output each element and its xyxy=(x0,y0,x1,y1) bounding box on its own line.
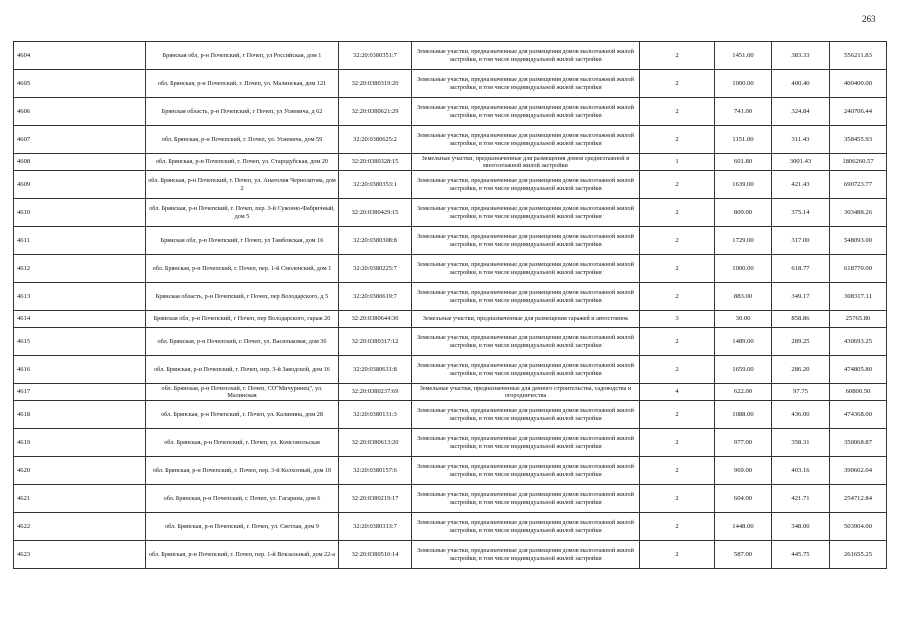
cadastral-number-cell: 32:20:0380308:8 xyxy=(339,227,412,255)
group-cell: 2 xyxy=(640,42,715,70)
land-use-cell: Земельные участки, предназначенные для дачного строительства, садоводства и огородничества xyxy=(412,384,640,401)
land-use-cell: Земельные участки, предназначенные для размещения домов малоэтажной жилой застройки, в том числе индивидуальной жилой застройки xyxy=(412,70,640,98)
group-cell: 4 xyxy=(640,384,715,401)
cadastral-registry-table xyxy=(13,41,887,569)
specific-value-cell: 348.00 xyxy=(772,513,830,541)
cadastral-value-cell: 261655.25 xyxy=(830,541,887,569)
area-cell: 622.00 xyxy=(715,384,772,401)
group-cell: 2 xyxy=(640,485,715,513)
area-cell: 977.00 xyxy=(715,429,772,457)
row-number-cell: 4611 xyxy=(14,227,146,255)
land-use-cell: Земельные участки, предназначенные для размещения домов малоэтажной жилой застройки, в том числе индивидуальной жилой застройки xyxy=(412,541,640,569)
row-number-cell: 4610 xyxy=(14,199,146,227)
cadastral-value-cell: 618770.00 xyxy=(830,255,887,283)
row-number-cell: 4621 xyxy=(14,485,146,513)
land-use-cell: Земельные участки, предназначенные для размещения домов малоэтажной жилой застройки, в том числе индивидуальной жилой застройки xyxy=(412,328,640,356)
cadastral-value-cell: 358455.93 xyxy=(830,126,887,154)
table-row xyxy=(14,311,887,328)
address-cell: Брянская область, р-н Почепский, г Почеп, пер Володарского, д 5 xyxy=(146,283,339,311)
page-number: 263 xyxy=(862,14,876,24)
cadastral-value-cell: 690723.77 xyxy=(830,171,887,199)
address-cell: обл. Брянская, р-н Почепский, г. Почеп, ул. Усиевича, дом 59 xyxy=(146,126,339,154)
row-number-cell: 4606 xyxy=(14,98,146,126)
cadastral-value-cell: 548093.00 xyxy=(830,227,887,255)
cadastral-value-cell: 556211.83 xyxy=(830,42,887,70)
address-cell: обл. Брянская, р-н Почепский, г. Почеп, ул. Малинская, дом 121 xyxy=(146,70,339,98)
cadastral-number-cell: 32:20:0380328:15 xyxy=(339,154,412,171)
area-cell: 1451.00 xyxy=(715,42,772,70)
address-cell: Брянская обл, р-н Почепский, г Почеп, ул Российская, дом 1 xyxy=(146,42,339,70)
land-use-cell: Земельные участки, предназначенные для размещения домов среднеэтажной и многоэтажной жилой застройки xyxy=(412,154,640,171)
table-row xyxy=(14,255,887,283)
cadastral-number-cell: 32:20:0380621:29 xyxy=(339,98,412,126)
address-cell: обл. Брянская, р-н Почепский, г. Почеп, пер. 1-й Смоленский, дом 1 xyxy=(146,255,339,283)
area-cell: 587.00 xyxy=(715,541,772,569)
specific-value-cell: 286.20 xyxy=(772,356,830,384)
cadastral-number-cell: 32:20:0380510:14 xyxy=(339,541,412,569)
land-use-cell: Земельные участки, предназначенные для размещения домов малоэтажной жилой застройки, в том числе индивидуальной жилой застройки xyxy=(412,199,640,227)
cadastral-value-cell: 474368.00 xyxy=(830,401,887,429)
cadastral-number-cell: 32:20:0380644:30 xyxy=(339,311,412,328)
cadastral-value-cell: 25765.80 xyxy=(830,311,887,328)
table-row xyxy=(14,154,887,171)
table-row xyxy=(14,457,887,485)
specific-value-cell: 400.40 xyxy=(772,70,830,98)
row-number-cell: 4609 xyxy=(14,171,146,199)
area-cell: 969.00 xyxy=(715,457,772,485)
group-cell: 2 xyxy=(640,429,715,457)
land-use-cell: Земельные участки, предназначенные для размещения домов малоэтажной жилой застройки, в том числе индивидуальной жилой застройки xyxy=(412,356,640,384)
group-cell: 2 xyxy=(640,70,715,98)
cadastral-number-cell: 32:20:0380157:6 xyxy=(339,457,412,485)
group-cell: 2 xyxy=(640,457,715,485)
row-number-cell: 4623 xyxy=(14,541,146,569)
cadastral-number-cell: 32:20:0380219:17 xyxy=(339,485,412,513)
address-cell: обл. Брянская, р-н Почепский, г. Почеп, пер. 3-й Колхозный, дом 10 xyxy=(146,457,339,485)
row-number-cell: 4620 xyxy=(14,457,146,485)
address-cell: обл. Брянская, р-н Почепский, г. Почеп, ул. Комсомольская xyxy=(146,429,339,457)
area-cell: 1659.00 xyxy=(715,356,772,384)
address-cell: обл. Брянская, р-н Почепский, г. Почеп, ул. Гагарина, дом 6 xyxy=(146,485,339,513)
specific-value-cell: 375.14 xyxy=(772,199,830,227)
group-cell: 3 xyxy=(640,311,715,328)
area-cell: 1448.00 xyxy=(715,513,772,541)
row-number-cell: 4617 xyxy=(14,384,146,401)
cadastral-value-cell: 1806260.57 xyxy=(830,154,887,171)
specific-value-cell: 403.16 xyxy=(772,457,830,485)
area-cell: 741.00 xyxy=(715,98,772,126)
table-row xyxy=(14,171,887,199)
table-row xyxy=(14,384,887,401)
land-use-cell: Земельные участки, предназначенные для размещения домов малоэтажной жилой застройки, в том числе индивидуальной жилой застройки xyxy=(412,513,640,541)
group-cell: 2 xyxy=(640,171,715,199)
specific-value-cell: 445.75 xyxy=(772,541,830,569)
row-number-cell: 4604 xyxy=(14,42,146,70)
cadastral-value-cell: 240706.44 xyxy=(830,98,887,126)
group-cell: 1 xyxy=(640,154,715,171)
row-number-cell: 4618 xyxy=(14,401,146,429)
address-cell: обл. Брянская, р-н Почепский, г. Почеп, СО"Мичуринец", ул. Малинская xyxy=(146,384,339,401)
table-row xyxy=(14,98,887,126)
row-number-cell: 4615 xyxy=(14,328,146,356)
row-number-cell: 4605 xyxy=(14,70,146,98)
cadastral-number-cell: 32:20:0380353:1 xyxy=(339,171,412,199)
area-cell: 1489.00 xyxy=(715,328,772,356)
cadastral-number-cell: 32:20:0380429:15 xyxy=(339,199,412,227)
group-cell: 2 xyxy=(640,227,715,255)
cadastral-value-cell: 390662.04 xyxy=(830,457,887,485)
table-row xyxy=(14,485,887,513)
area-cell: 601.80 xyxy=(715,154,772,171)
specific-value-cell: 317.00 xyxy=(772,227,830,255)
cadastral-number-cell: 32:20:0380613:20 xyxy=(339,429,412,457)
cadastral-number-cell: 32:20:0380225:7 xyxy=(339,255,412,283)
table-row xyxy=(14,199,887,227)
address-cell: Брянская обл, р-н Почепский, г Почеп, ул Тамбовская, дом 16 xyxy=(146,227,339,255)
group-cell: 2 xyxy=(640,356,715,384)
table-row xyxy=(14,328,887,356)
address-cell: Брянская область, р-н Почепский, г Почеп, ул Усиевича, д 62 xyxy=(146,98,339,126)
land-use-cell: Земельные участки, предназначенные для размещения домов малоэтажной жилой застройки, в том числе индивидуальной жилой застройки xyxy=(412,283,640,311)
cadastral-value-cell: 308317.11 xyxy=(830,283,887,311)
area-cell: 1000.00 xyxy=(715,70,772,98)
address-cell: обл. Брянская, р-н Почепский, г. Почеп, ул. Анатолия Чернозатова, дом 2 xyxy=(146,171,339,199)
group-cell: 2 xyxy=(640,513,715,541)
table-row xyxy=(14,70,887,98)
area-cell: 809.00 xyxy=(715,199,772,227)
land-use-cell: Земельные участки, предназначенные для размещения домов малоэтажной жилой застройки, в том числе индивидуальной жилой застройки xyxy=(412,171,640,199)
cadastral-value-cell: 254712.84 xyxy=(830,485,887,513)
group-cell: 2 xyxy=(640,541,715,569)
land-use-cell: Земельные участки, предназначенные для размещения домов малоэтажной жилой застройки, в том числе индивидуальной жилой застройки xyxy=(412,255,640,283)
specific-value-cell: 436.00 xyxy=(772,401,830,429)
area-cell: 1639.00 xyxy=(715,171,772,199)
table-row xyxy=(14,513,887,541)
table-body xyxy=(14,42,887,569)
cadastral-number-cell: 32:20:0380351:7 xyxy=(339,42,412,70)
area-cell: 30.00 xyxy=(715,311,772,328)
land-use-cell: Земельные участки, предназначенные для размещения домов малоэтажной жилой застройки, в том числе индивидуальной жилой застройки xyxy=(412,98,640,126)
specific-value-cell: 618.77 xyxy=(772,255,830,283)
area-cell: 1729.00 xyxy=(715,227,772,255)
specific-value-cell: 97.75 xyxy=(772,384,830,401)
table-row xyxy=(14,126,887,154)
table-row xyxy=(14,541,887,569)
land-use-cell: Земельные участки, предназначенные для размещения домов малоэтажной жилой застройки, в том числе индивидуальной жилой застройки xyxy=(412,42,640,70)
group-cell: 2 xyxy=(640,98,715,126)
cadastral-number-cell: 32:20:0380317:12 xyxy=(339,328,412,356)
specific-value-cell: 858.86 xyxy=(772,311,830,328)
cadastral-value-cell: 60800.50 xyxy=(830,384,887,401)
specific-value-cell: 349.17 xyxy=(772,283,830,311)
area-cell: 604.00 xyxy=(715,485,772,513)
address-cell: обл. Брянская, р-н Почепский, г. Почеп, пер. 1-й Вокзальный, дом 22-а xyxy=(146,541,339,569)
land-use-cell: Земельные участки, предназначенные для размещения домов малоэтажной жилой застройки, в том числе индивидуальной жилой застройки xyxy=(412,485,640,513)
address-cell: обл. Брянская, р-н Почепский, г. Почеп, ул. Калинина, дом 28 xyxy=(146,401,339,429)
row-number-cell: 4608 xyxy=(14,154,146,171)
row-number-cell: 4612 xyxy=(14,255,146,283)
group-cell: 2 xyxy=(640,328,715,356)
row-number-cell: 4616 xyxy=(14,356,146,384)
row-number-cell: 4614 xyxy=(14,311,146,328)
cadastral-number-cell: 32:20:0380319:20 xyxy=(339,70,412,98)
land-use-cell: Земельные участки, предназначенные для размещения гаражей и автостоянок xyxy=(412,311,640,328)
address-cell: обл. Брянская, р-н Почепский, г. Почеп, ул. Васильковая, дом 36 xyxy=(146,328,339,356)
table-row xyxy=(14,283,887,311)
land-use-cell: Земельные участки, предназначенные для размещения домов малоэтажной жилой застройки, в том числе индивидуальной жилой застройки xyxy=(412,227,640,255)
specific-value-cell: 289.25 xyxy=(772,328,830,356)
table-row xyxy=(14,356,887,384)
group-cell: 2 xyxy=(640,255,715,283)
address-cell: Брянская обл, р-н Почепский, г Почеп, пер Володарского, гараж 20 xyxy=(146,311,339,328)
cadastral-number-cell: 32:20:0380313:7 xyxy=(339,513,412,541)
cadastral-number-cell: 32:20:0380625:2 xyxy=(339,126,412,154)
specific-value-cell: 421.43 xyxy=(772,171,830,199)
group-cell: 2 xyxy=(640,401,715,429)
address-cell: обл. Брянская, р-н Почепский, г. Почеп, ул. Стародубская, дом 20 xyxy=(146,154,339,171)
cadastral-value-cell: 474805.80 xyxy=(830,356,887,384)
group-cell: 2 xyxy=(640,283,715,311)
address-cell: обл. Брянская, р-н Почепский, г. Почеп, пер. 3-й Суконно-Фабричный, дом 5 xyxy=(146,199,339,227)
cadastral-value-cell: 503904.00 xyxy=(830,513,887,541)
area-cell: 1088.00 xyxy=(715,401,772,429)
land-use-cell: Земельные участки, предназначенные для размещения домов малоэтажной жилой застройки, в том числе индивидуальной жилой застройки xyxy=(412,126,640,154)
specific-value-cell: 311.43 xyxy=(772,126,830,154)
group-cell: 2 xyxy=(640,126,715,154)
specific-value-cell: 358.31 xyxy=(772,429,830,457)
cadastral-number-cell: 32:20:0380631:8 xyxy=(339,356,412,384)
address-cell: обл. Брянская, р-н Почепский, г. Почеп, пер. 3-й Заводской, дом 16 xyxy=(146,356,339,384)
land-use-cell: Земельные участки, предназначенные для размещения домов малоэтажной жилой застройки, в том числе индивидуальной жилой застройки xyxy=(412,401,640,429)
specific-value-cell: 324.84 xyxy=(772,98,830,126)
row-number-cell: 4607 xyxy=(14,126,146,154)
table-row xyxy=(14,429,887,457)
area-cell: 883.00 xyxy=(715,283,772,311)
table-row xyxy=(14,42,887,70)
cadastral-value-cell: 430693.25 xyxy=(830,328,887,356)
row-number-cell: 4613 xyxy=(14,283,146,311)
table-row xyxy=(14,401,887,429)
land-use-cell: Земельные участки, предназначенные для размещения домов малоэтажной жилой застройки, в том числе индивидуальной жилой застройки xyxy=(412,457,640,485)
group-cell: 2 xyxy=(640,199,715,227)
cadastral-number-cell: 32:20:0380237:69 xyxy=(339,384,412,401)
row-number-cell: 4619 xyxy=(14,429,146,457)
row-number-cell: 4622 xyxy=(14,513,146,541)
cadastral-value-cell: 400400.00 xyxy=(830,70,887,98)
specific-value-cell: 3001.43 xyxy=(772,154,830,171)
area-cell: 1000.00 xyxy=(715,255,772,283)
cadastral-number-cell: 32:20:0380131:3 xyxy=(339,401,412,429)
cadastral-number-cell: 32:20:0380619:7 xyxy=(339,283,412,311)
specific-value-cell: 421.71 xyxy=(772,485,830,513)
table-row xyxy=(14,227,887,255)
cadastral-value-cell: 350068.87 xyxy=(830,429,887,457)
land-use-cell: Земельные участки, предназначенные для размещения домов малоэтажной жилой застройки, в том числе индивидуальной жилой застройки xyxy=(412,429,640,457)
specific-value-cell: 383.33 xyxy=(772,42,830,70)
address-cell: обл. Брянская, р-н Почепский, г. Почеп, ул. Светлая, дом 9 xyxy=(146,513,339,541)
area-cell: 1151.00 xyxy=(715,126,772,154)
cadastral-value-cell: 303488.26 xyxy=(830,199,887,227)
